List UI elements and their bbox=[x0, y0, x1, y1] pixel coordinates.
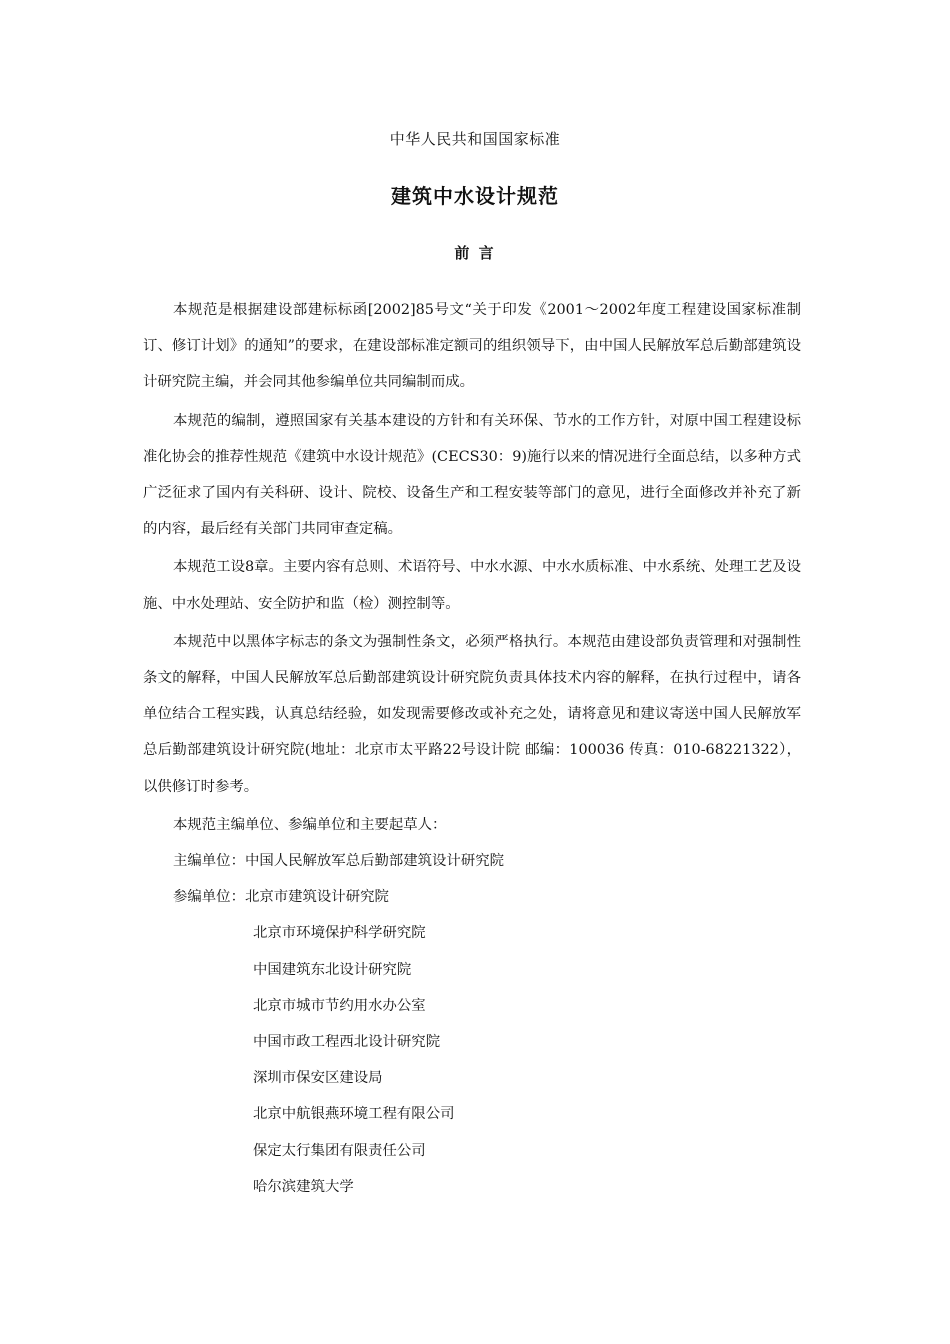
document-title: 建筑中水设计规范 bbox=[391, 184, 559, 208]
preface-heading: 前 言 bbox=[454, 244, 496, 262]
preface-paragraph-3: 本规范工设8章。主要内容有总则、术语符号、中水水源、中水水质标准、中水系统、处理工艺及设施、中水处理站、安全防护和监（检）测控制等。 bbox=[143, 559, 801, 612]
chief-unit: 主编单位：中国人民解放军总后勤部建筑设计研究院 bbox=[173, 853, 504, 870]
authors-intro: 本规范主编单位、参编单位和主要起草人： bbox=[173, 816, 447, 833]
preface-body bbox=[143, 292, 801, 1205]
participating-unit: 北京市城市节约用水办公室 bbox=[253, 997, 426, 1014]
standard-org-line: 中华人民共和国国家标准 bbox=[389, 130, 561, 148]
participating-unit: 哈尔滨建筑大学 bbox=[253, 1178, 354, 1195]
preface-paragraph-2: 本规范的编制，遵照国家有关基本建设的方针和有关环保、节水的工作方针，对原中国工程建设标准化协会的推荐性规范《建筑中水设计规范》(CECS30：9)施行以来的情况进行全面总结，以多种方式广泛征求了国内有关科研、设计、院校、设备生产和工程安装等部门的意见，进行全面修改并补充了新的内容，最后经有关部门共同审查定稿。 bbox=[143, 412, 801, 538]
participating-unit: 中国市政工程西北设计研究院 bbox=[253, 1034, 441, 1051]
participating-unit: 深圳市保安区建设局 bbox=[253, 1070, 383, 1087]
participating-units-label: 参编单位：北京市建筑设计研究院 bbox=[173, 889, 389, 906]
participating-unit: 北京市环境保护科学研究院 bbox=[253, 925, 426, 942]
participating-unit: 保定太行集团有限责任公司 bbox=[253, 1142, 426, 1159]
participating-unit: 北京中航银燕环境工程有限公司 bbox=[253, 1106, 455, 1123]
preface-paragraph-1: 本规范是根据建设部建标标函[2002]85号文“关于印发《2001～2002年度工程建设国家标准制订、修订计划》的通知”的要求，在建设部标准定额司的组织领导下，由中国人民解放军总后勤部建筑设计研究院主编，并会同其他参编单位共同编制而成。 bbox=[143, 302, 801, 391]
participating-unit: 中国建筑东北设计研究院 bbox=[253, 961, 412, 978]
preface-paragraph-4: 本规范中以黑体字标志的条文为强制性条文，必须严格执行。本规范由建设部负责管理和对强制性条文的解释，中国人民解放军总后勤部建筑设计研究院负责具体技术内容的解释，在执行过程中，请各单位结合工程实践，认真总结经验，如发现需要修改或补充之处，请将意见和建议寄送中国人民解放军总后勤部建筑设计研究院(地址：北京市太平路22号设计院 邮编：100036 传真：010-68221322），以供修订时参考。 bbox=[143, 633, 801, 795]
